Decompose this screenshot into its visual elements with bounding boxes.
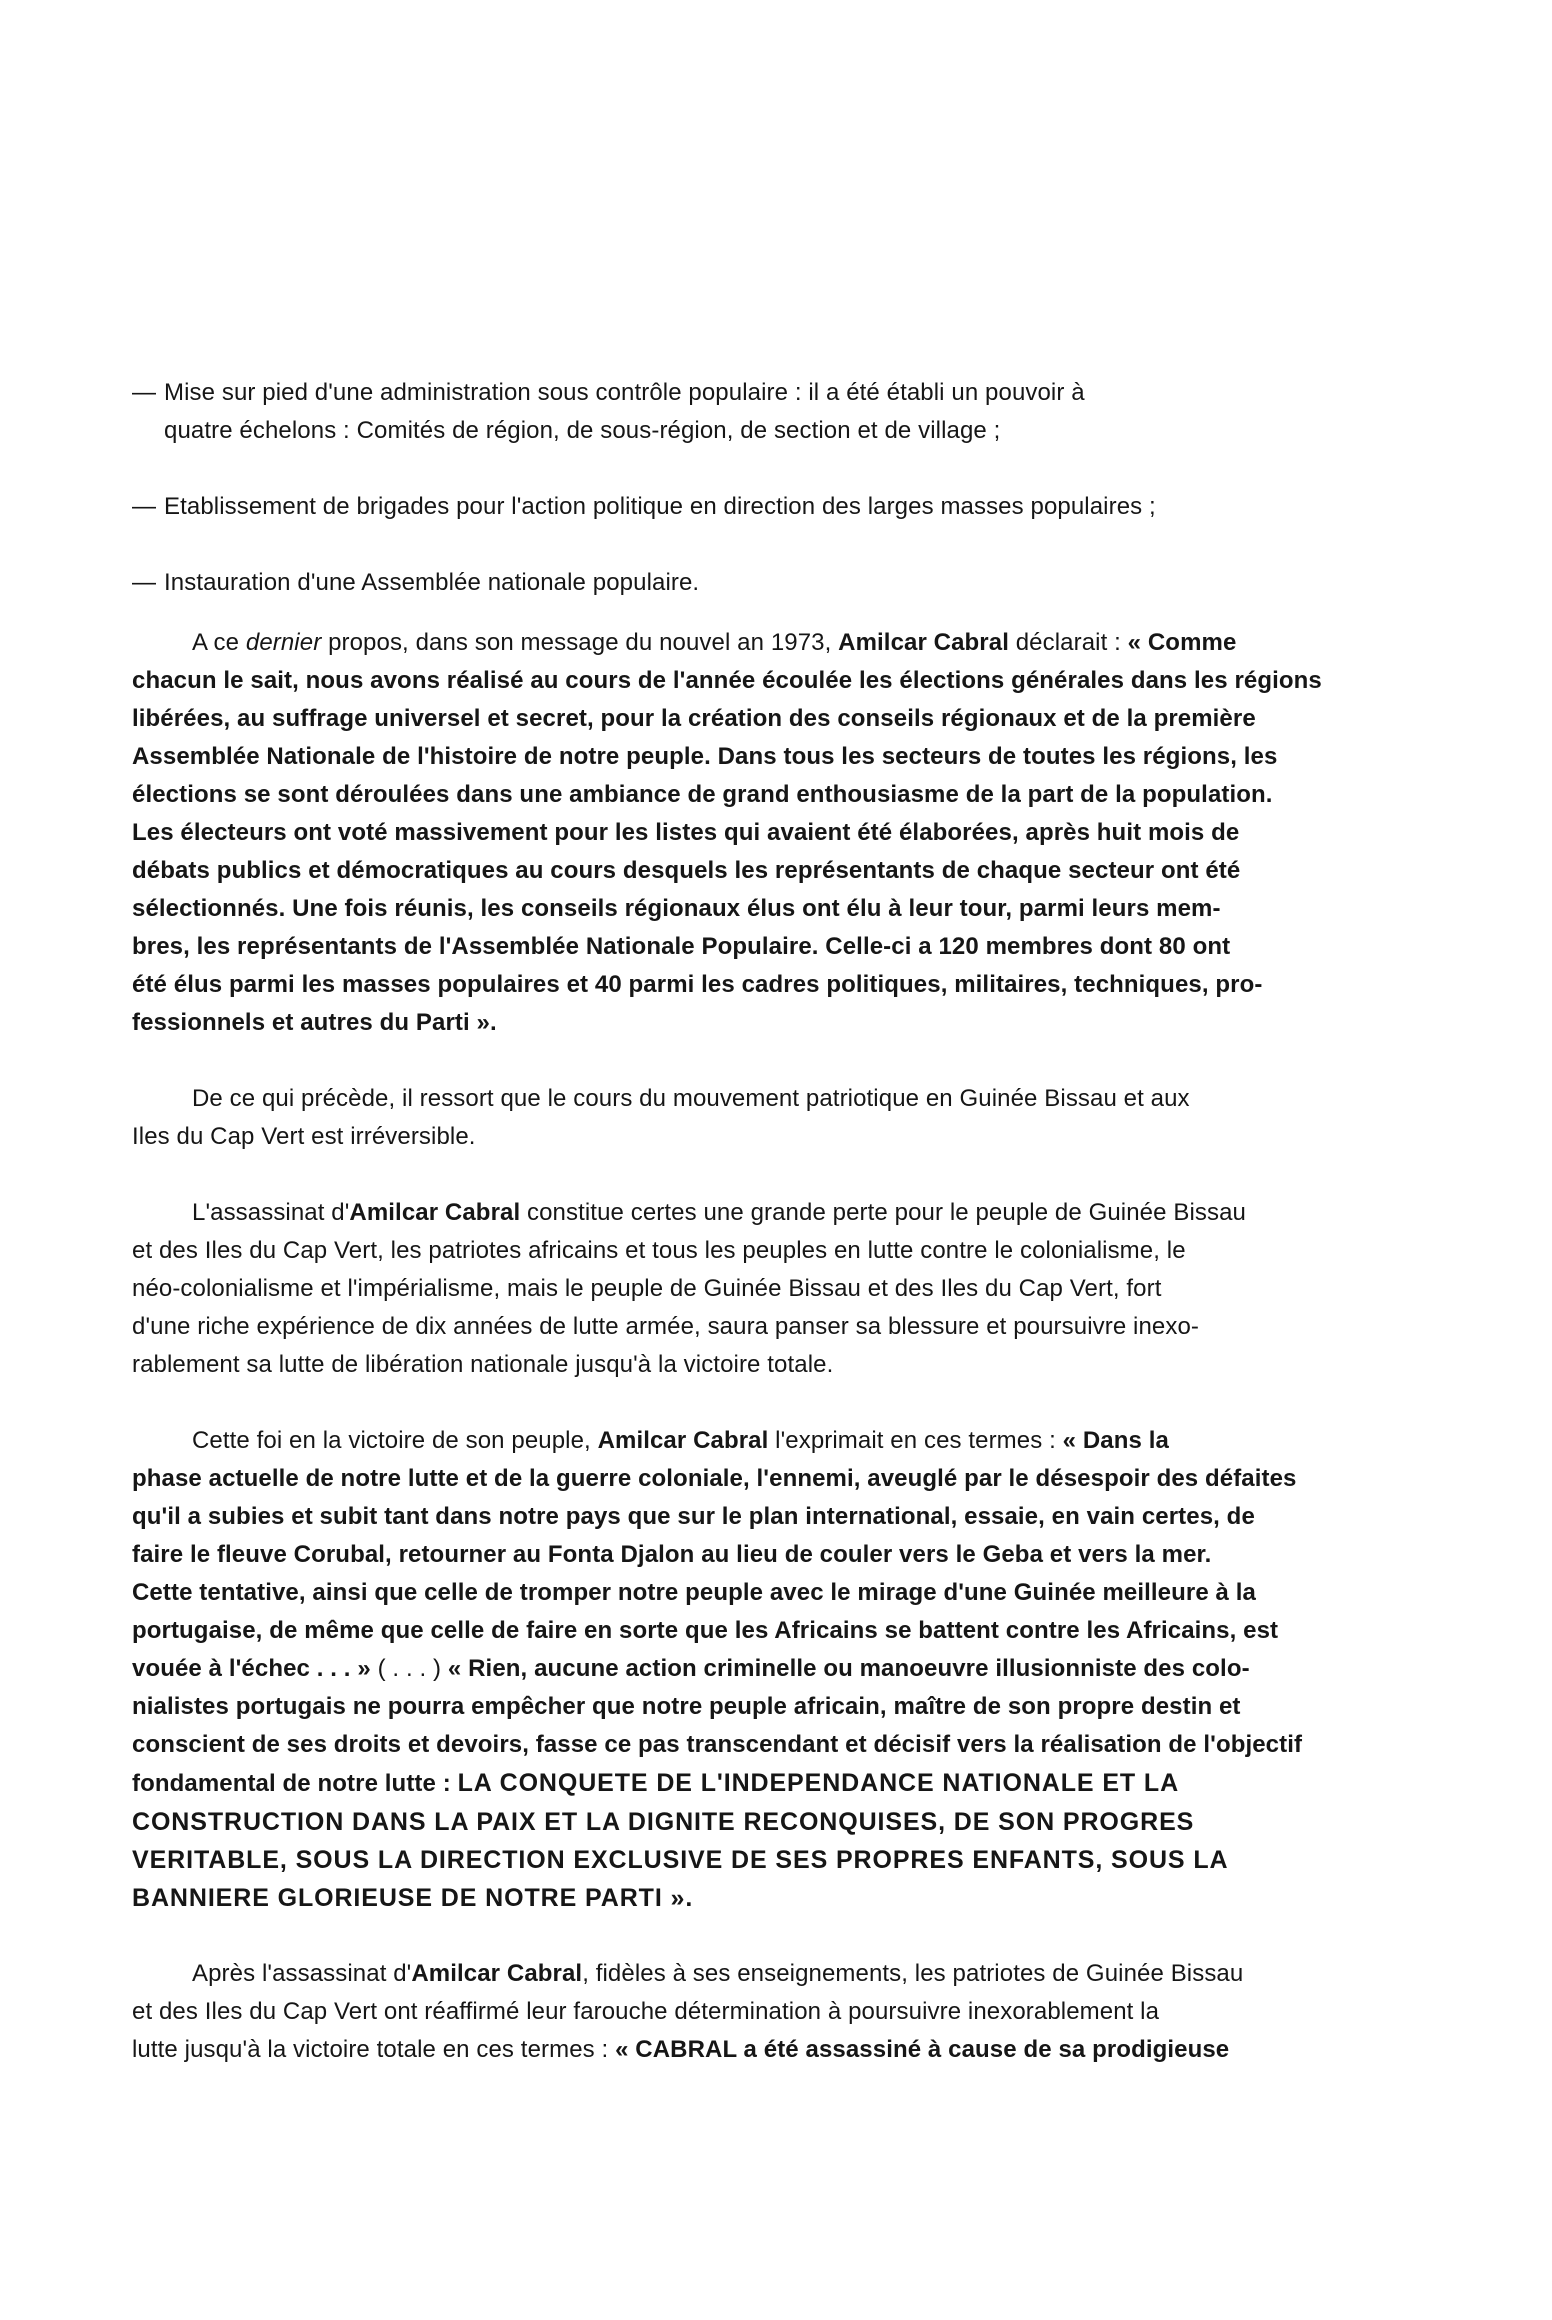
paragraph-after-assassination <box>132 1955 1382 2069</box>
quote-line: chacun le sait, nous avons réalisé au cours de l'année écoulée les élections générales dans les régions <box>132 667 1322 694</box>
name-text: Amilcar Cabral <box>838 629 1009 656</box>
quote-line: Assemblée Nationale de l'histoire de notre peuple. Dans tous les secteurs de toutes les régions, les <box>132 743 1278 770</box>
quote-line: phase actuelle de notre lutte et de la guerre coloniale, l'ennemi, aveuglé par le désespoir des défaites <box>132 1465 1297 1492</box>
text-line: lutte jusqu'à la victoire totale en ces termes : « CABRAL a été assassiné à cause de sa prodigieuse <box>132 2036 1230 2063</box>
text-line: De ce qui précède, il ressort que le cours du mouvement patriotique en Guinée Bissau et aux <box>192 1085 1190 1112</box>
text-line: d'une riche expérience de dix années de lutte armée, saura panser sa blessure et poursuivre inexo- <box>132 1313 1200 1340</box>
quote-line: sélectionnés. Une fois réunis, les conseils régionaux élus ont élu à leur tour, parmi leurs mem- <box>132 895 1221 922</box>
list-dash: — <box>132 493 157 520</box>
text-line: quatre échelons : Comités de région, de sous-région, de section et de village ; <box>164 417 1001 444</box>
text-line: Après l'assassinat d'Amilcar Cabral, fidèles à ses enseignements, les patriotes de Guinée Bissau <box>192 1960 1244 1987</box>
capitals-line: VERITABLE, SOUS LA DIRECTION EXCLUSIVE DE SES PROPRES ENFANTS, SOUS LA <box>132 1846 1229 1874</box>
text-line: et des Iles du Cap Vert, les patriotes africains et tous les peuples en lutte contre le colonialisme, le <box>132 1237 1186 1264</box>
list-item <box>132 488 1382 526</box>
text-line: Etablissement de brigades pour l'action politique en direction des larges masses populaires ; <box>164 493 1156 520</box>
text-line: L'assassinat d'Amilcar Cabral constitue certes une grande perte pour le peuple de Guinée Bissau <box>192 1199 1246 1226</box>
name-text: Amilcar Cabral <box>597 1427 769 1454</box>
paragraph-cabral-1973-message <box>132 624 1382 1042</box>
list-item <box>132 374 1382 450</box>
text-line: rablement sa lutte de libération nationale jusqu'à la victoire totale. <box>132 1351 834 1378</box>
quote-line: conscient de ses droits et devoirs, fasse ce pas transcendant et décisif vers la réalisation de l'objectif <box>132 1731 1303 1758</box>
quote-line: élections se sont déroulées dans une ambiance de grand enthousiasme de la part de la population. <box>132 781 1273 808</box>
list-dash: — <box>132 379 157 406</box>
quote-line: été élus parmi les masses populaires et 40 parmi les cadres politiques, militaires, techniques, pro- <box>132 971 1263 998</box>
paragraph-faith-in-victory <box>132 1422 1382 1917</box>
quote-line: Les électeurs ont voté massivement pour les listes qui avaient été élaborées, après huit mois de <box>132 819 1240 846</box>
quote-line: libérées, au suffrage universel et secret, pour la création des conseils régionaux et de la première <box>132 705 1256 732</box>
emphasis-text: dernier <box>245 629 322 656</box>
capitals-text: LA CONQUETE DE L'INDEPENDANCE NATIONALE ET LA <box>457 1769 1180 1797</box>
text-line: néo-colonialisme et l'impérialisme, mais le peuple de Guinée Bissau et des Iles du Cap Vert, fort <box>132 1275 1162 1302</box>
text-line: Cette foi en la victoire de son peuple, Amilcar Cabral l'exprimait en ces termes : « Dans la <box>192 1427 1169 1454</box>
quote-line: faire le fleuve Corubal, retourner au Fonta Djalon au lieu de couler vers le Geba et vers la mer. <box>132 1541 1212 1568</box>
text-column <box>132 374 1382 2069</box>
capitals-line: CONSTRUCTION DANS LA PAIX ET LA DIGNITE RECONQUISES, DE SON PROGRES <box>132 1808 1195 1836</box>
paragraph-assassination <box>132 1194 1382 1384</box>
quote-line: qu'il a subies et subit tant dans notre pays que sur le plan international, essaie, en vain certes, de <box>132 1503 1255 1530</box>
text-line: fondamental de notre lutte : LA CONQUETE DE L'INDEPENDANCE NATIONALE ET LA <box>132 1769 1180 1797</box>
name-text: Amilcar Cabral <box>349 1199 521 1226</box>
list-dash: — <box>132 569 157 596</box>
quote-line: bres, les représentants de l'Assemblée Nationale Populaire. Celle-ci a 120 membres dont 80 ont <box>132 933 1231 960</box>
name-text: Amilcar Cabral <box>411 1960 583 1987</box>
quote-line: portugaise, de même que celle de faire en sorte que les Africains se battent contre les Africains, est <box>132 1617 1279 1644</box>
text-line: et des Iles du Cap Vert ont réaffirmé leur farouche détermination à poursuivre inexorablement la <box>132 1998 1160 2025</box>
list-item <box>132 564 1382 602</box>
text-line: vouée à l'échec . . . » ( . . . ) « Rien, aucune action criminelle ou manoeuvre illusionniste des colo- <box>132 1655 1250 1682</box>
paragraph-irreversible <box>132 1080 1382 1156</box>
text-line: Instauration d'une Assemblée nationale populaire. <box>164 569 700 596</box>
quote-line: fessionnels et autres du Parti ». <box>132 1009 497 1036</box>
text-line: Iles du Cap Vert est irréversible. <box>132 1123 476 1150</box>
quote-line: nialistes portugais ne pourra empêcher que notre peuple africain, maître de son propre destin et <box>132 1693 1241 1720</box>
text-line: A ce dernier propos, dans son message du nouvel an 1973, Amilcar Cabral déclarait : « Comme <box>192 629 1237 656</box>
capitals-line: BANNIERE GLORIEUSE DE NOTRE PARTI ». <box>132 1884 694 1912</box>
text-line: Mise sur pied d'une administration sous contrôle populaire : il a été établi un pouvoir à <box>164 379 1085 406</box>
quote-line: débats publics et démocratiques au cours desquels les représentants de chaque secteur ont été <box>132 857 1241 884</box>
quote-line: Cette tentative, ainsi que celle de tromper notre peuple avec le mirage d'une Guinée meilleure à la <box>132 1579 1256 1606</box>
